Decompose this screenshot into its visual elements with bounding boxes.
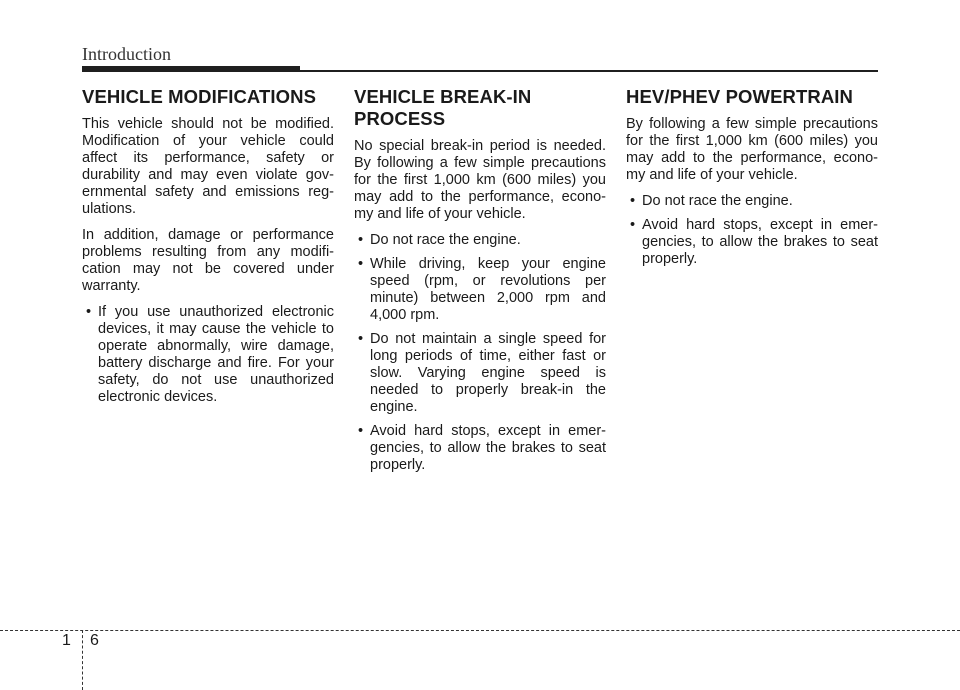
bullet-list [626,193,878,268]
column-vehicle-modifications [82,86,334,413]
footer-dashed-tick [82,630,84,690]
bullet-item: • While driving, keep your engine speed (rpm, or revolutions per minute) between 2,000 rpm and 4,000 rpm. [354,256,606,324]
paragraph: By following a few simple precautions for the first 1,000 km (600 miles) you may add to the performance, econo- my and life of your vehicle. [626,116,878,183]
section-title: Introduction [82,44,171,64]
bullet-list [354,232,606,474]
heading-break-in-process: VEHICLE BREAK-IN PROCESS [354,86,532,129]
bullet-item: • Do not maintain a single speed for long periods of time, either fast or slow. Varying engine speed is needed to properly break-in the engine. [354,331,606,416]
paragraph: This vehicle should not be modified. Modification of your vehicle could affect its performance, safety or durability and may even violate gov- ernmental safety and emissions reg- ulations. [82,116,334,217]
chapter-number: 1 [62,632,71,649]
column-break-in-process [354,86,606,481]
bullet-item: • Do not race the engine. [626,193,878,210]
bullet-item: • If you use unauthorized electronic devices, it may cause the vehicle to operate abnormally, wire damage, battery discharge and fire. For your safety, do not use unauthorized electronic devices. [82,304,334,406]
heading-hev-phev-powertrain: HEV/PHEV POWERTRAIN [626,86,854,107]
paragraph: In addition, damage or performance problems resulting from any modifi- cation may not be covered under warranty. [82,227,334,294]
header-rule-thin [300,70,878,72]
bullet-item: • Avoid hard stops, except in emer- gencies, to allow the brakes to seat properly. [354,423,606,474]
column-hev-phev-powertrain [626,86,878,275]
bullet-item: • Avoid hard stops, except in emer- gencies, to allow the brakes to seat properly. [626,217,878,268]
bullet-list [82,304,334,406]
page-number: 6 [90,632,99,649]
header-rule-thick [82,66,300,72]
heading-vehicle-modifications: VEHICLE MODIFICATIONS [82,86,317,107]
footer-dashed-line [0,630,960,631]
bullet-item: • Do not race the engine. [354,232,606,249]
paragraph: No special break-in period is needed. By following a few simple precautions for the first 1,000 km (600 miles) you may add to the performance, econo- my and life of your vehicle. [354,138,606,222]
